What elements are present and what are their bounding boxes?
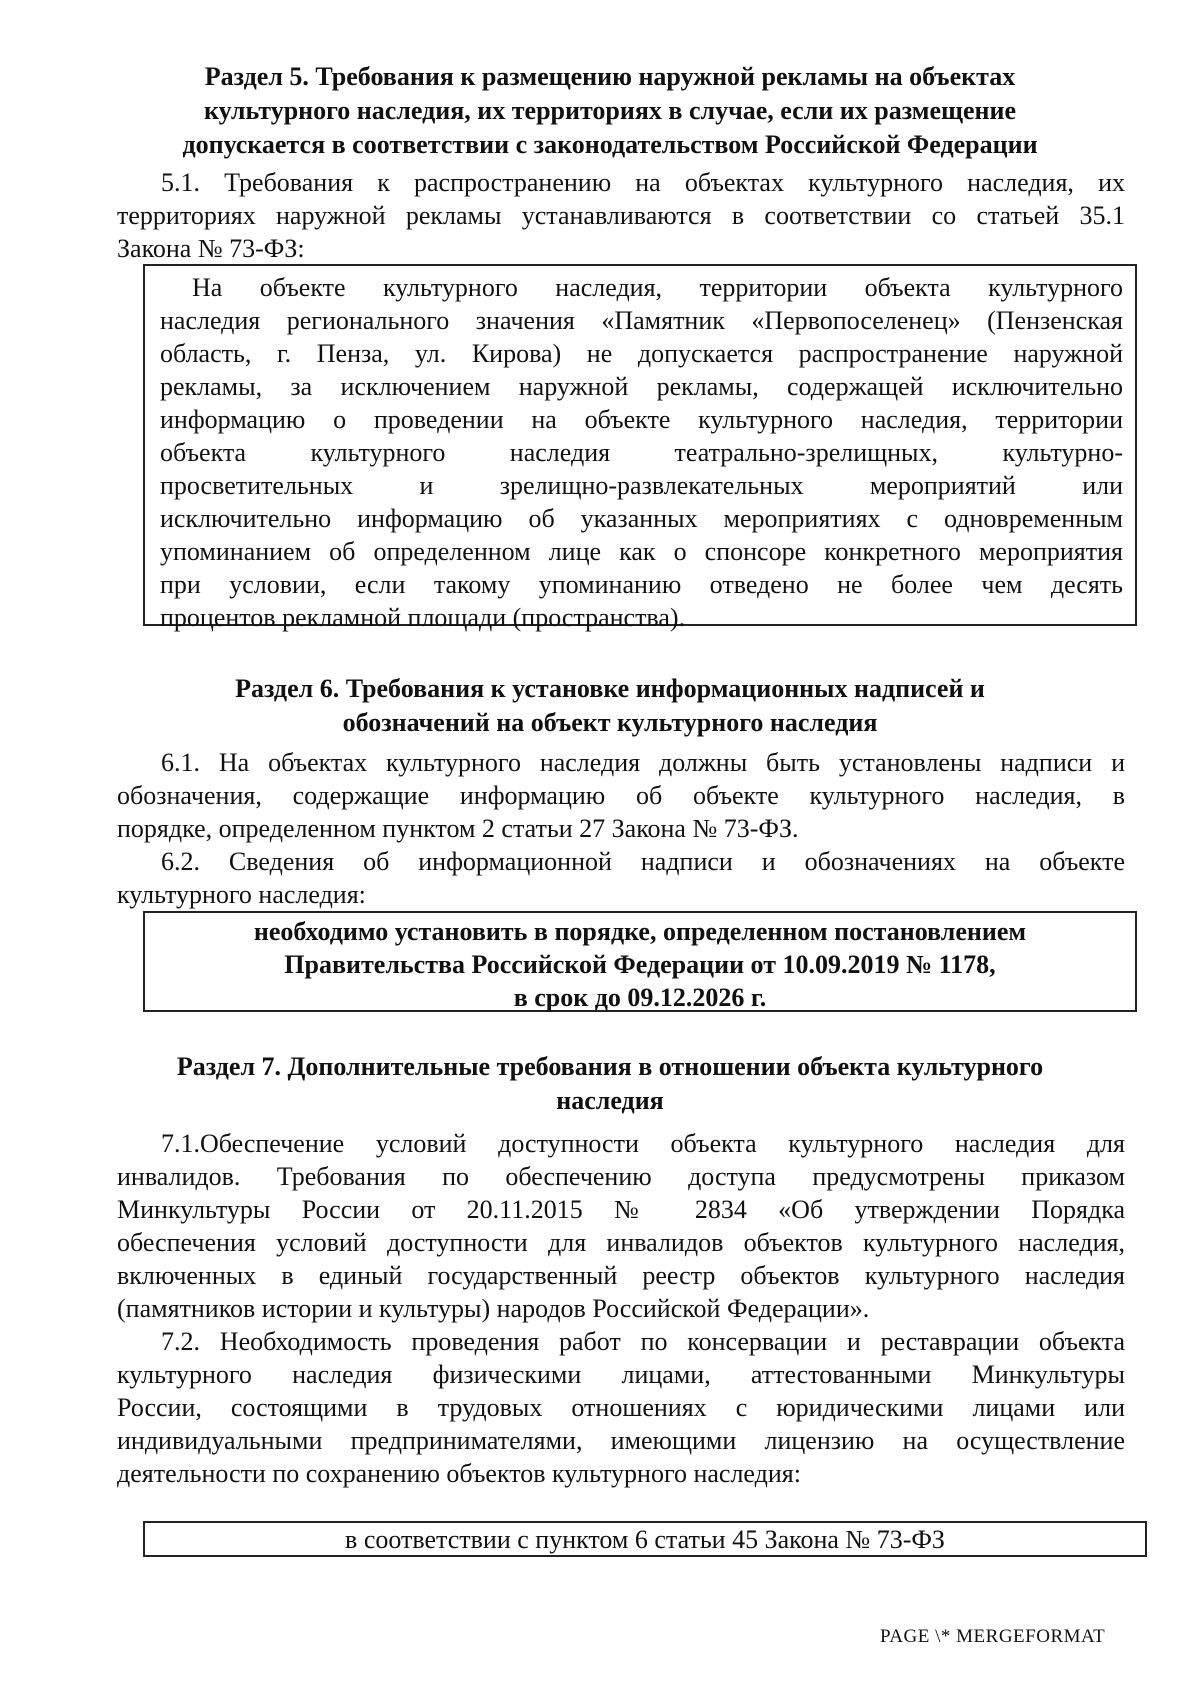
heading-line: Раздел 7. Дополнительные требования в отношении объекта культурного xyxy=(176,1052,1044,1081)
text-line: инвалидов. Требования по обеспечению доступа предусмотрены приказом xyxy=(117,1162,1125,1191)
text-line: 7.2. Необходимость проведения работ по консервации и реставрации объекта xyxy=(161,1327,1125,1356)
inscription-requirement-box xyxy=(143,911,1137,1012)
paragraph-6-2 xyxy=(117,845,1125,911)
text-line: информацию о проведении на объекте культурного наследия, территории xyxy=(160,405,1123,434)
text-line: наследия регионального значения «Памятник «Первопоселенец» (Пензенская xyxy=(160,306,1123,335)
page-field-code: PAGE \* MERGEFORMAT xyxy=(880,1626,1106,1647)
text-line: область, г. Пенза, ул. Кирова) не допускается распространение наружной xyxy=(160,339,1123,368)
text-line: (памятников истории и культуры) народов Российской Федерации». xyxy=(117,1294,870,1323)
text-line: процентов рекламной площади (пространства). xyxy=(160,603,686,632)
paragraph-7-1 xyxy=(117,1127,1125,1325)
text-line: индивидуальными предпринимателями, имеющими лицензию на осуществление xyxy=(117,1426,1125,1455)
text-line: культурного наследия физическими лицами, аттестованными Минкультуры xyxy=(117,1360,1125,1389)
text-line: необходимо установить в порядке, определенном постановлением xyxy=(253,917,1027,946)
heading-line: Раздел 5. Требования к размещению наружной рекламы на объектах xyxy=(204,62,1016,91)
text-line: Закона № 73-ФЗ: xyxy=(117,234,305,263)
text-line: 6.1. На объектах культурного наследия должны быть установлены надписи и xyxy=(161,748,1125,777)
text-line: обозначения, содержащие информацию об объекте культурного наследия, в xyxy=(117,781,1125,810)
section-5-heading xyxy=(110,60,1110,162)
text-line: в срок до 09.12.2026 г. xyxy=(513,983,767,1012)
text-line: при условии, если такому упоминанию отведено не более чем десять xyxy=(160,570,1123,599)
text-line: Минкультуры России от 20.11.2015 № 2834 «Об утверждении Порядка xyxy=(117,1195,1125,1224)
text-line: культурного наследия: xyxy=(117,880,366,909)
heading-line: Раздел 6. Требования к установке информационных надписей и xyxy=(235,674,985,703)
paragraph-6-1 xyxy=(117,746,1125,845)
section-7-heading xyxy=(110,1050,1110,1118)
text-line: объекта культурного наследия театрально-зрелищных, культурно- xyxy=(160,438,1123,467)
text-line: 5.1. Требования к распространению на объектах культурного наследия, их xyxy=(161,168,1125,197)
text-line: просветительных и зрелищно-развлекательных мероприятий или xyxy=(160,471,1123,500)
text-line: На объекте культурного наследия, территории объекта культурного xyxy=(192,273,1123,302)
text-line: 7.1.Обеспечение условий доступности объекта культурного наследия для xyxy=(161,1129,1125,1158)
text-line: включенных в единый государственный реестр объектов культурного наследия xyxy=(117,1261,1125,1290)
heading-line: обозначений на объект культурного наследия xyxy=(342,708,878,737)
text-line: исключительно информацию об указанных мероприятиях с одновременным xyxy=(160,504,1123,533)
text-line: 6.2. Сведения об информационной надписи и обозначениях на объекте xyxy=(161,847,1125,876)
section-6-heading xyxy=(110,672,1110,740)
paragraph-7-2 xyxy=(117,1325,1125,1490)
heading-line: наследия xyxy=(556,1086,664,1115)
restoration-requirement-box xyxy=(143,1521,1147,1557)
paragraph-5-1 xyxy=(117,166,1125,265)
text-line: рекламы, за исключением наружной рекламы, содержащей исключительно xyxy=(160,372,1123,401)
heading-line: культурного наследия, их территориях в случае, если их размещение xyxy=(203,96,1017,125)
text-line: территориях наружной рекламы устанавливаются в соответствии со статьей 35.1 xyxy=(117,201,1125,230)
text-line: упоминанием об определенном лице как о спонсоре конкретного мероприятия xyxy=(160,537,1123,566)
heading-line: допускается в соответствии с законодательством Российской Федерации xyxy=(182,130,1038,159)
text-line: Правительства Российской Федерации от 10.09.2019 № 1178, xyxy=(284,950,996,979)
text-line: в соответствии с пунктом 6 статьи 45 Закона № 73-ФЗ xyxy=(345,1525,945,1554)
text-line: России, состоящими в трудовых отношениях с юридическими лицами или xyxy=(117,1393,1125,1422)
text-line: порядке, определенном пунктом 2 статьи 27 Закона № 73-ФЗ. xyxy=(117,814,799,843)
text-line: деятельности по сохранению объектов культурного наследия: xyxy=(117,1459,801,1488)
text-line: обеспечения условий доступности для инвалидов объектов культурного наследия, xyxy=(117,1228,1125,1257)
advertising-restriction-box xyxy=(143,264,1137,632)
